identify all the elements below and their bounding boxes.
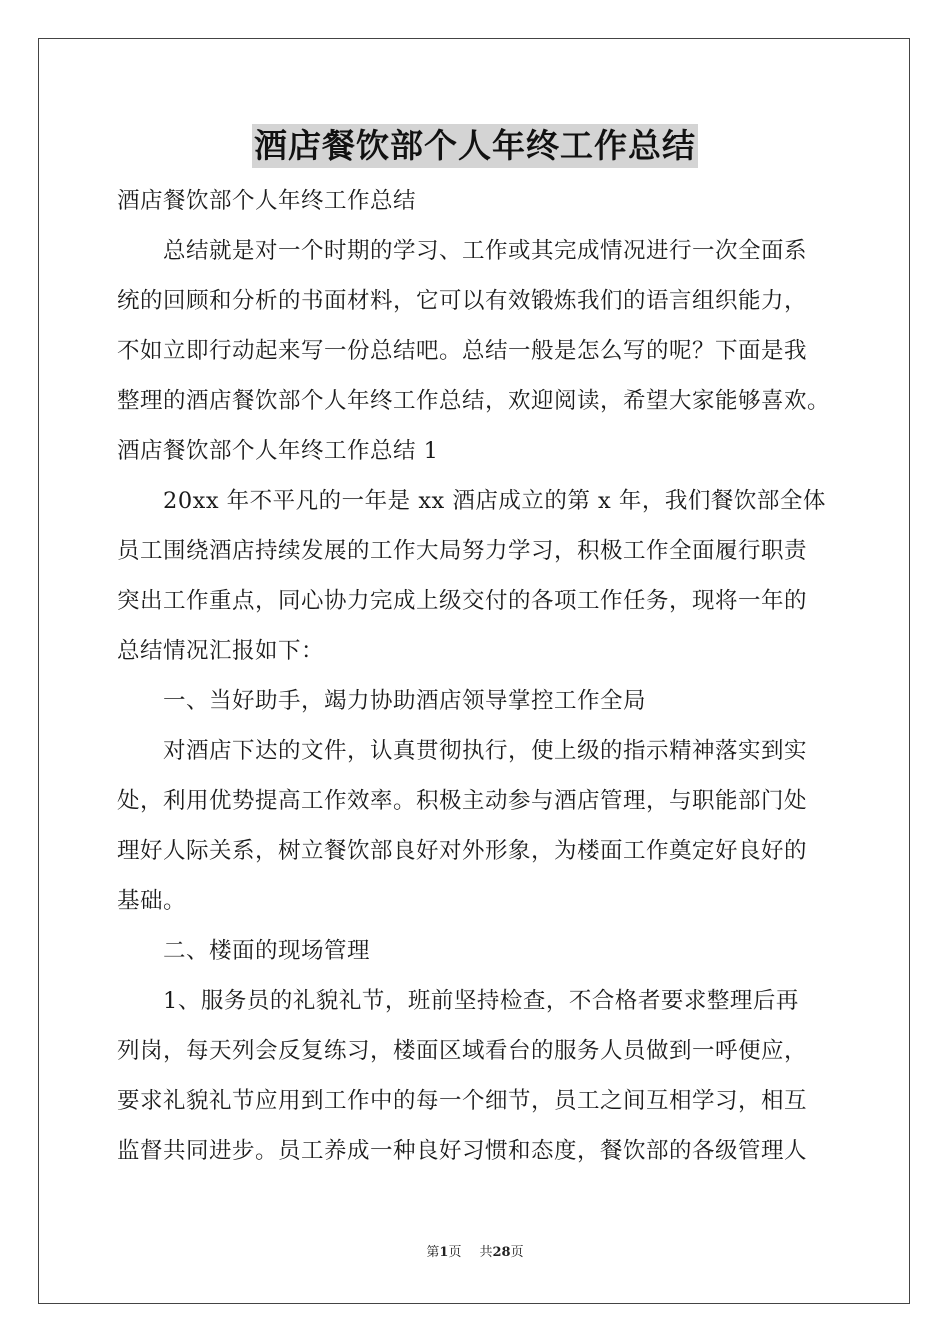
text-line: 20xx 年不平凡的一年是 xx 酒店成立的第 x 年，我们餐饮部全体 (163, 488, 826, 514)
text-line: 一、当好助手，竭力协助酒店领导掌控工作全局 (163, 688, 647, 714)
text-line: 酒店餐饮部个人年终工作总结 1 (117, 438, 439, 464)
title-container (0, 124, 950, 168)
document-title: 酒店餐饮部个人年终工作总结 (252, 124, 698, 168)
text-line: 整理的酒店餐饮部个人年终工作总结，欢迎阅读，希望大家能够喜欢。 (117, 388, 831, 414)
text-line: 统的回顾和分析的书面材料，它可以有效锻炼我们的语言组织能力， (117, 288, 808, 314)
text-line: 员工围绕酒店持续发展的工作大局努力学习，积极工作全面履行职责 (117, 538, 808, 564)
text-line: 酒店餐饮部个人年终工作总结 (117, 188, 417, 214)
text-line: 理好人际关系，树立餐饮部良好对外形象，为楼面工作奠定好良好的 (117, 838, 808, 864)
text-line: 二、楼面的现场管理 (163, 938, 371, 964)
text-line: 对酒店下达的文件，认真贯彻执行，使上级的指示精神落实到实 (163, 738, 808, 764)
text-line: 1、服务员的礼貌礼节，班前坚持检查，不合格者要求整理后再 (163, 988, 799, 1014)
text-line: 不如立即行动起来写一份总结吧。总结一般是怎么写的呢？下面是我 (117, 338, 808, 364)
text-line: 基础。 (117, 888, 187, 914)
page-number: 1 (439, 1245, 449, 1260)
page-footer (0, 1241, 950, 1260)
text-line: 监督共同进步。员工养成一种良好习惯和态度，餐饮部的各级管理人 (117, 1138, 808, 1164)
page-suffix: 页 (448, 1245, 462, 1260)
document-body (117, 176, 852, 1176)
text-line: 总结就是对一个时期的学习、工作或其完成情况进行一次全面系 (163, 238, 808, 264)
text-line: 突出工作重点，同心协力完成上级交付的各项工作任务，现将一年的 (117, 588, 808, 614)
text-line: 处，利用优势提高工作效率。积极主动参与酒店管理，与职能部门处 (117, 788, 808, 814)
total-pages: 28 (492, 1245, 511, 1260)
text-line: 要求礼貌礼节应用到工作中的每一个细节，员工之间互相学习，相互 (117, 1088, 808, 1114)
text-line: 列岗，每天列会反复练习，楼面区域看台的服务人员做到一呼便应， (117, 1038, 808, 1064)
total-prefix: 共 (479, 1245, 493, 1260)
text-line: 总结情况汇报如下： (117, 638, 325, 664)
page-prefix: 第 (426, 1245, 440, 1260)
total-suffix: 页 (510, 1245, 524, 1260)
